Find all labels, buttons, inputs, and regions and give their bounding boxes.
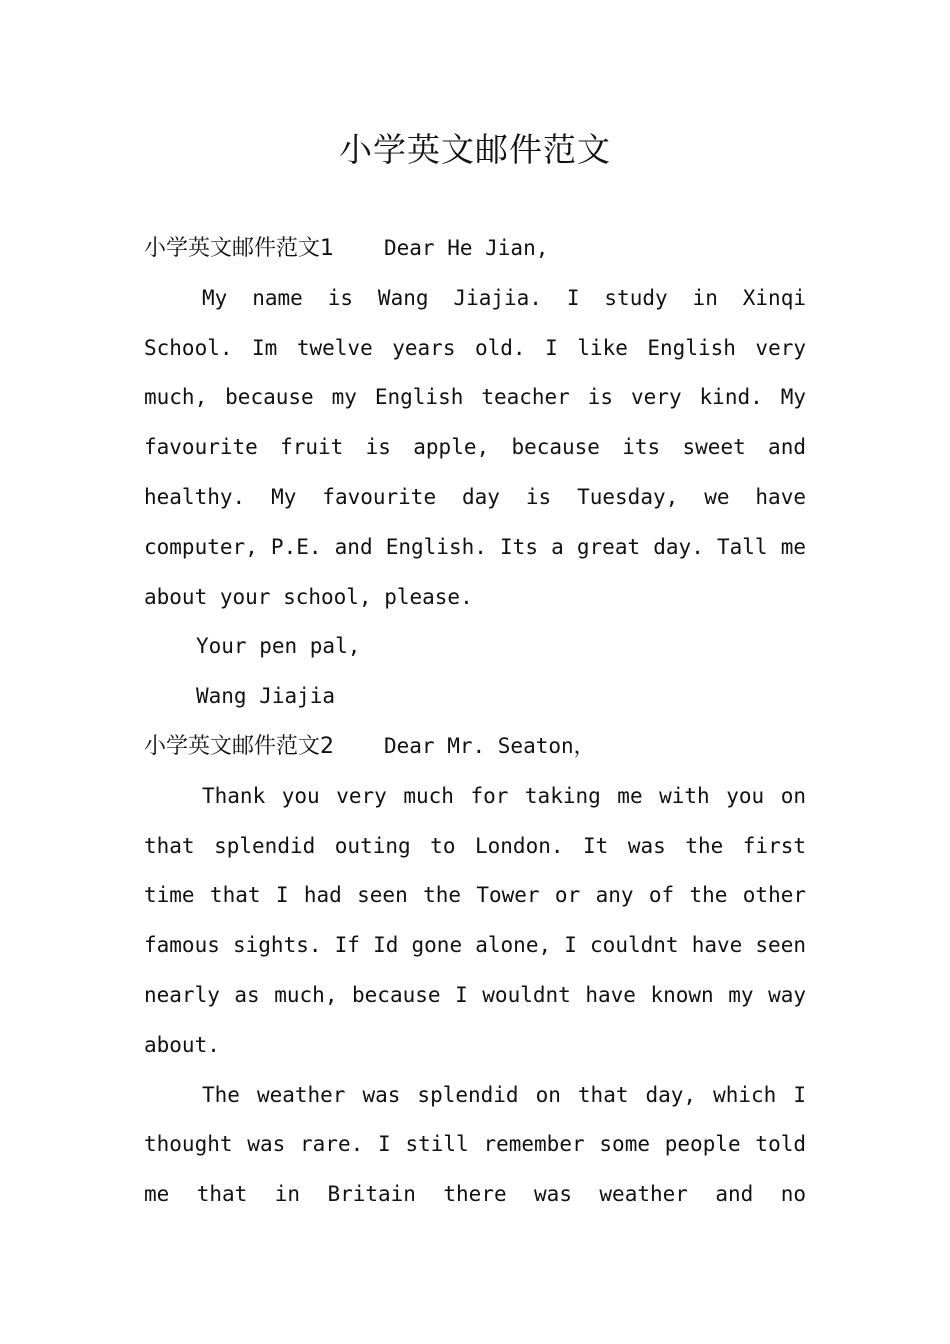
- letter-2-heading: 小学英文邮件范文2: [144, 733, 334, 759]
- letter-1-paragraph: My name is Wang Jiajia. I study in Xinqi School. Im twelve years old. I like English very much, because my English teacher is very kind. My favourite fruit is apple, because its sweet and healthy. My favourite day is Tuesday, we have computer, P.E. and English. Its a great day. Tall me about your school, please.: [144, 285, 806, 609]
- document-title: 小学英文邮件范文: [339, 130, 611, 169]
- letter-2-paragraph: The weather was splendid on that day, which I thought was rare. I still remember some people told me that in Britain there was weather and no: [144, 1082, 806, 1207]
- document-body: [144, 224, 806, 1220]
- letter-1-salutation: Dear He Jian,: [384, 236, 549, 260]
- letter-2-header: [144, 722, 806, 772]
- letter-1-heading: 小学英文邮件范文1: [144, 236, 334, 261]
- letter-1-closing: Your pen pal,: [196, 634, 361, 659]
- letter-2-salutation: Dear Mr. Seaton，: [384, 733, 595, 758]
- letter-2-paragraph: Thank you very much for taking me with you on that splendid outing to London. It was the first time that I had seen the Tower or any of the other famous sights. If Id gone alone, I couldnt have seen nearly as much, because I wouldnt have known my way about.: [144, 783, 806, 1057]
- letter-1-header: [144, 224, 806, 274]
- letter-1-signature: Wang Jiajia: [196, 684, 336, 709]
